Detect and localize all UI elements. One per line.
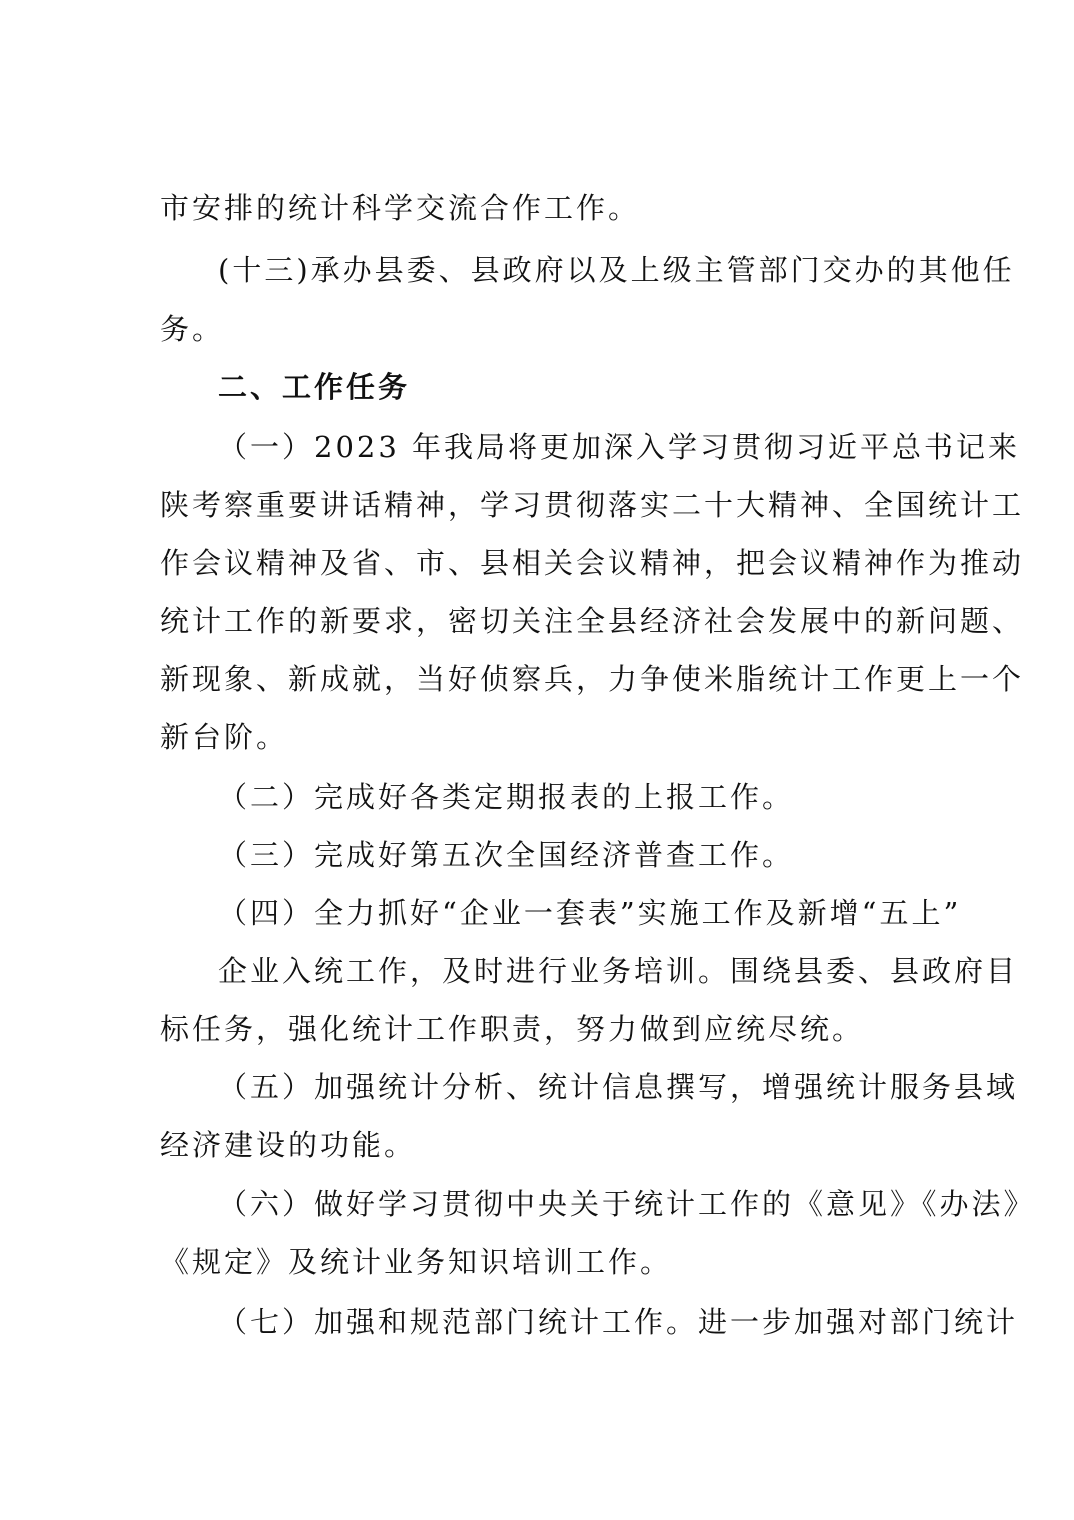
text-line: 《规定》及统计业务知识培训工作。: [160, 1245, 673, 1279]
task-item-5: （五）加强统计分析、统计信息撰写，增强统计服务县域: [218, 1070, 1019, 1104]
text-line: 陕考察重要讲话精神，学习贯彻落实二十大精神、全国统计工: [160, 488, 1025, 522]
section-item-13: (十三)承办县委、县政府以及上级主管部门交办的其他任: [218, 253, 1015, 287]
task-item-1: （一）2023 年我局将更加深入学习贯彻习近平总书记来: [218, 430, 1021, 464]
text-line: 标任务，强化统计工作职责，努力做到应统尽统。: [160, 1012, 865, 1046]
text-line: 企业入统工作，及时进行业务培训。围绕县委、县政府目: [218, 954, 1019, 988]
task-item-6: （六）做好学习贯彻中央关于统计工作的《意见》《办法》: [218, 1187, 1036, 1221]
task-item-7: （七）加强和规范部门统计工作。进一步加强对部门统计: [218, 1305, 1019, 1339]
task-item-4: （四）全力抓好“企业一套表”实施工作及新增“五上”: [218, 896, 962, 930]
text-line: 作会议精神及省、市、县相关会议精神，把会议精神作为推动: [160, 546, 1025, 580]
text-line: 市安排的统计科学交流合作工作。: [160, 191, 641, 225]
section-heading: 二、工作任务: [218, 370, 411, 404]
text-line: 新台阶。: [160, 720, 289, 754]
task-item-2: （二）完成好各类定期报表的上报工作。: [218, 780, 795, 814]
task-item-3: （三）完成好第五次全国经济普查工作。: [218, 838, 795, 872]
text-line: 务。: [160, 312, 225, 346]
text-line: 新现象、新成就，当好侦察兵，力争使米脂统计工作更上一个: [160, 662, 1025, 696]
text-line: 经济建设的功能。: [160, 1128, 417, 1162]
text-line: 统计工作的新要求，密切关注全县经济社会发展中的新问题、: [160, 604, 1025, 638]
